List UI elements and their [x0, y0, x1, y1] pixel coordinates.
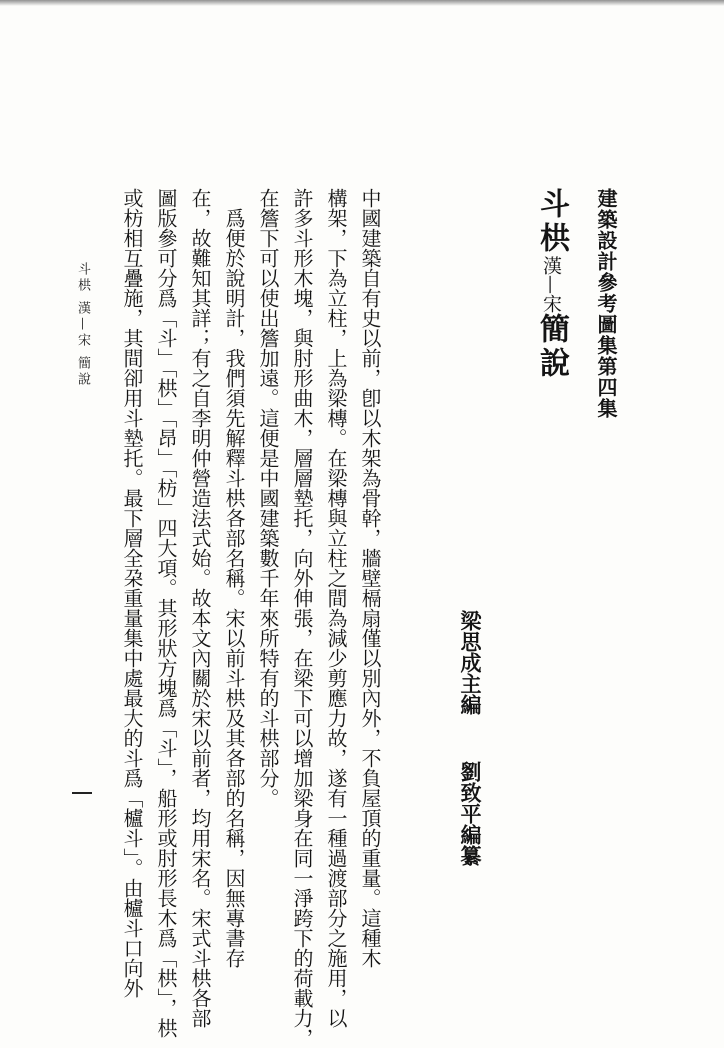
page-title: [534, 188, 569, 381]
body-line: 或枋相互疊施，其間卻用斗墊托。最下層全朶重量集中處最大的斗爲「櫨斗」。由櫨斗口向外: [120, 188, 144, 998]
author-editor: 梁思成主編: [458, 610, 483, 715]
title-dynasty: 漢—宋: [540, 256, 562, 313]
author-credits: [455, 610, 485, 866]
body-line: 中國建築自有史以前，卽以木架為骨幹，牆壁槅扇僅以別內外，不負屋頂的重量。這種木: [358, 188, 382, 968]
body-line: 許多斗形木塊，與肘形曲木，層層墊托，向外伸張，在梁下可以增加梁身在同一淨跨下的荷載力，: [290, 188, 314, 1048]
running-title: 斗栱 漢—宋 簡說: [75, 262, 90, 389]
series-title: 建築設計參考圖集第四集: [594, 188, 618, 419]
body-line: 圖版參可分爲「斗」「栱」「昂」「枋」四大項。其形狀方塊爲「斗」，船形或肘形長木爲「栱」，栱: [154, 188, 178, 1038]
body-line: 在簷下可以使出簷加遠。這便是中國建築數千年來所特有的斗栱部分。: [256, 188, 280, 808]
scan-edge: [0, 0, 724, 6]
title-main: 斗栱: [534, 188, 569, 256]
body-line: 構架，下為立柱，上為梁槫。在梁槫與立柱之間為減少剪應力故，遂有一種過渡部分之施用，以: [324, 188, 348, 1028]
body-line: 爲便於說明計，我們須先解釋斗栱各部名稱。宋以前斗栱及其各部的名稱，因無專書存: [222, 188, 246, 968]
body-line: 在，故難知其詳；有之自李明仲營造法式始。故本文內關於宋以前者，均用宋名。宋式斗栱各部: [188, 188, 212, 1028]
title-suffix: 簡說: [534, 313, 569, 381]
author-compiler: 劉致平編纂: [458, 761, 483, 866]
page-number: [72, 792, 92, 794]
